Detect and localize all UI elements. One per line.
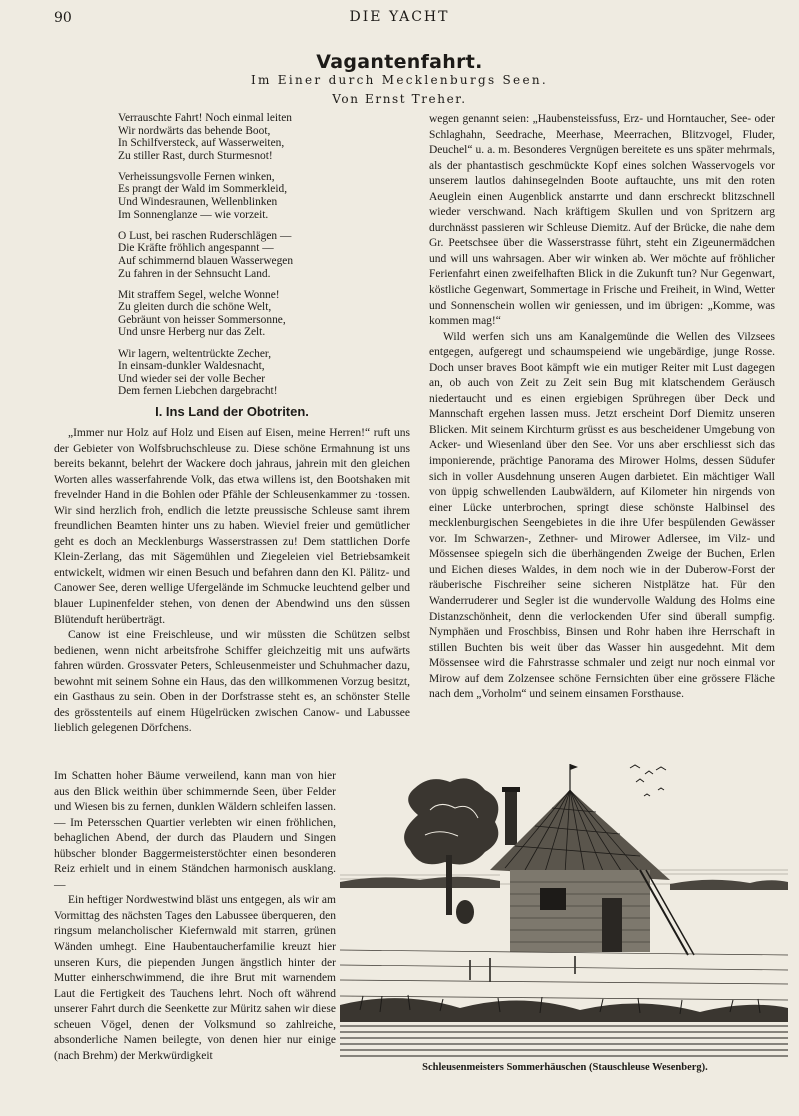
poem-line: Verheissungsvolle Fernen winken, <box>118 170 275 183</box>
poem-stanza <box>118 112 408 162</box>
poem-line: Auf schimmernd blauen Wasserwegen <box>118 254 294 267</box>
left-column-beside-figure <box>54 769 336 1064</box>
article-title: Vagantenfahrt. <box>316 51 483 73</box>
paragraph: Im Schatten hoher Bäume verweilend, kann man von hier aus den Blick weithin über schimmernde Seen, über Felder und Wiesen bis zu fernen, dunklen Wäldern schleifen lassen. — Im Petersschen Quartier verlebten wir einen fröhlichen, behaglichen Abend, der durch das Plaudern und Singen hübscher blonder Baggermeisterstöchter einen besonderen Reiz erhielt und in einem Ständchen harmonisch ausklang. — <box>54 770 336 891</box>
paragraph: Ein heftiger Nordwestwind bläst uns entgegen, als wir am Vormittag des nächsten Tages den Labussee überqueren, den ringsum melancholischer Kiefernwald mit starren, grünen Wänden umhegt. Eine Haubentaucherfamilie kreuzt hier unseren Kurs, die piependen Jungen ängstlich hinter der Mutter einherschwimmend, die ihre Brut mit warnendem Laut die Fertigkeit des Tauchens lehrt. Noch oft während unserer Fahrt durch die Seenkette zur Müritz sahen wir diese scheuen Vögel, denen der Volksmund so zahlreiche, absonderliche Namen beilegte, von denen hier nur einige (nach Brehm) der Merkwürdigkeit <box>54 894 336 1062</box>
poem-line: Im Sonnenglanze — wie vorzeit. <box>118 208 269 221</box>
paragraph: wegen genannt seien: „Haubensteissfuss, Erz- und Horntaucher, See- oder Schlaghahn, Seedrache, Meerhase, Meerrachen, Blitzvogel, Fluder, Deuchel“ u. a. m. Besonderes Vergnügen bereitete es uns später mehrmals, als der phantastisch geschmückte Kopf eines solchen Wasservogels vor unserem lautlos dahinsegelnden Boote auftauchte, uns mit den roten Aeuglein einen Augenblick anstarrte und dann erschreckt blitzschnell wieder verschwand. Nach kräftigem Skullen und von Spritzern arg durchnässt passieren wir Schleuse Diemitz. Auf der Brücke, die nahe dem Gr. Peetschsee über die Wasserstrasse führt, steht ein Zigeunermädchen und will uns wahrsagen. Aber wir winken ab. Wer möchte auf fröhlicher Ferienfahrt einen zweifelhaften Blick in die Zukunft tun? Nur Gegenwart, köstliche Gegenwart, Sommertage in Frische und Freiheit, in Wind, Wetter und Sonnenschein wollen wir geniessen, und im übrigen: „Komme, was kommen mag!“ <box>429 113 775 328</box>
poem-line: Zu fahren in der Sehnsucht Land. <box>118 267 271 280</box>
poem-line: Mit straffem Segel, welche Wonne! <box>118 288 280 301</box>
poem-line: Wir nordwärts das behende Boot, <box>118 124 271 137</box>
poem-line: Zu stiller Rast, durch Sturmesnot! <box>118 149 273 162</box>
poem-line: In einsam-dunkler Waldesnacht, <box>118 360 265 373</box>
article-byline: Von Ernst Treher. <box>332 92 467 106</box>
article-subtitle: Im Einer durch Mecklenburgs Seen. <box>250 73 549 87</box>
paragraph: Wild werfen sich uns am Kanalgemünde die Wellen des Vilzsees entgegen, aufgeregt und schaumspeiend wie ungebärdige, junge Rosse. Doch unser braves Boot kämpft wie ein mutiger Reiter mit Lust dagegen an, ob auch von Zeit zu Zeit sein Bug mit klatschendem Geräusch niedertaucht und es einen ergiebigen Sprühregen über Deck und Mannschaft ergehen lassen muss. Jetzt erscheint Dorf Diemitz unseren Blicken. Mit seinem Kirchturm grüsst es aus bescheidener Umgebung von Acker- und Wiesenland über den See. Vor uns aber erschliesst sich das imponierende, prächtige Panorama des Mirower Holms, dessen Südufer sich in voller Ausdehnung unseren Augen darbietet. Ein mächtiger Wall von üppig schwellenden Laubwäldern, auf Kilometer hin nirgends von einer Lücke unterbrochen, springt diese schönste Halbinsel des mecklenburgischen Seengebietes in die ihre Ufer bespülenden Gewässer vor. Im Schwarzen-, Zethner- und Mirower Adlersee, im Vilz- und Mössensee spiegeln sich die überhängenden Zweige der Buchen, Erlen und Eichen dieses Waldes, in dem noch wie in der Duberow-Forst der räuberische Fischreiher seine sicheren Nistplätze hat. Für den Wanderruderer und Segler ist die wundervolle Waldung des Holms eine Distanzschönheit, denn die verlockenden Ufer sind überall sumpfig. Nymphäen und Froschbiss, Binsen und Rohr haben ihre Herrschaft in stillen Buchten bis weit über das Wasser hin ausgedehnt. Mit dem Mössensee wird die Fahrstrasse schmaler und zeigt nur noch einmal vor Mirow auf dem Zolzensee schöne Fernsichten über eine grössere Fläche nach dem „Vorholm“ und seinem einsamen Forsthause. <box>429 330 775 701</box>
poem-line: In Schilfversteck, auf Wasserweiten, <box>118 137 285 150</box>
poem-stanza <box>118 348 408 398</box>
running-title: DIE YACHT <box>349 9 450 25</box>
figure-caption: Schleusenmeisters Sommerhäuschen (Stauschleuse Wesenberg). <box>422 1062 708 1073</box>
poem-stanza <box>118 289 408 339</box>
poem-line: Verrauschte Fahrt! Noch einmal leiten <box>118 112 292 124</box>
poem-stanza <box>118 230 408 280</box>
poem-line: Und unsre Herberg nur das Zelt. <box>118 326 266 339</box>
poem-line: Zu gleiten durch die schöne Welt, <box>118 301 272 314</box>
poem-line: Gebräunt von heisser Sommersonne, <box>118 313 286 326</box>
right-column <box>429 112 775 703</box>
poem-line: Es prangt der Wald im Sommerkleid, <box>118 183 288 196</box>
poem-line: Dem fernen Liebchen dargebracht! <box>118 385 278 398</box>
poem-stanza <box>118 171 408 221</box>
page-number: 90 <box>54 10 72 26</box>
lock-keeper-house-illustration <box>340 760 788 1060</box>
paragraph: „Immer nur Holz auf Holz und Eisen auf Eisen, meine Herren!“ ruft uns der Gebieter von Wolfsbruchschleuse zu. Diese schöne Ermahnung ist uns bereits bekannt, belehrt der Wackere doch jahraus, jahrein mit den gleichen Worten alles wasserfahrende Volk, das etwa willens ist, den Bootshaken mit frevelnder Hand in die Bohlen oder Pfähle der Schleusenkammer zu ·tossen. Wir sind herzlich froh, endlich die letzte preussische Schleuse samt ihrem freundlichen Beamten hinter uns zu haben. Wieviel freier und gemütlicher geht es doch an Mecklenburgs Wasserstrassen zu! Dem stattlichen Dorfe Klein-Zerlang, das mit Sägemühlen und Ziegeleien viel Betriebsamkeit entwickelt, widmen wir einen Besuch und befahren dann den Kl. Pälitz- und Canower See, deren wellige Ufergelände im Schmucke leuchtend gelber und blauer Lupinenfelder stehen, von denen der Abendwind uns den süssen Blütenduft herüberträgt. <box>54 427 410 626</box>
poem-line: Wir lagern, weltentrückte Zecher, <box>118 347 272 360</box>
poem-line: Und Windesraunen, Wellenblinken <box>118 196 278 209</box>
paragraph: Canow ist eine Freischleuse, und wir müssten die Schützen selbst bedienen, wenn nicht arbeitsfrohe Schiffer gleichzeitig mit uns aufwärts fahren würden. Grossvater Peters, Schleusenmeister und Schuhmacher dazu, bewohnt mit seinem Sohne ein Haus, das den willkommenen Vorzug besitzt, ein Gasthaus zu sein. Oben in der Dorfstrasse steht es, an schönster Stelle des grösstenteils auf einem Hügelrücken zwischen Canow- und Labussee lieblich gelegenen Dörfchens. <box>54 629 410 735</box>
poem-line: O Lust, bei raschen Ruderschlägen — <box>118 229 292 242</box>
poem <box>118 112 408 406</box>
left-column <box>54 426 410 737</box>
section-heading: I. Ins Land der Obotriten. <box>155 404 309 419</box>
poem-line: Und wieder sei der volle Becher <box>118 372 266 385</box>
poem-line: Die Kräfte fröhlich angespannt — <box>118 242 274 255</box>
